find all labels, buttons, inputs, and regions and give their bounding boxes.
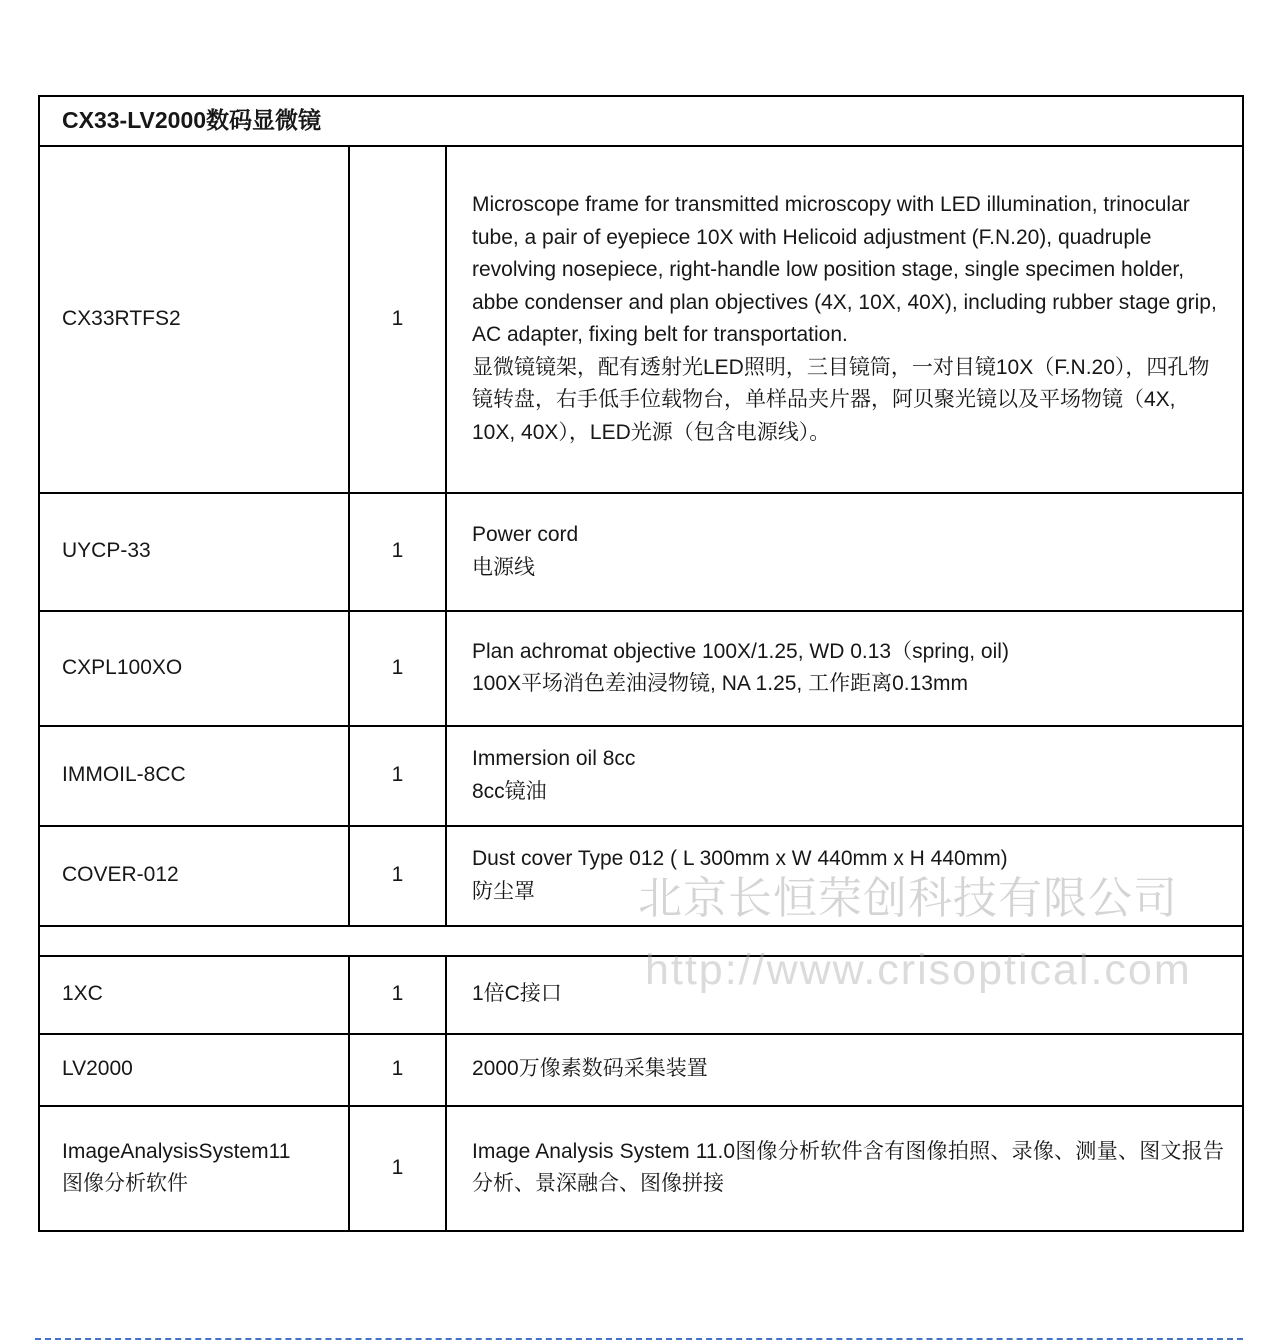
- watermark-company-text: 北京长恒荣创科技有限公司: [638, 874, 1178, 923]
- description-cell: Power cord 电源线: [446, 493, 1243, 611]
- model-cell: LV2000: [39, 1034, 349, 1106]
- quantity-cell: 1: [349, 611, 446, 726]
- product-spec-table: [38, 95, 1244, 1232]
- description-cell: 1倍C接口: [446, 956, 1243, 1034]
- quantity-cell: 1: [349, 146, 446, 493]
- model-cell: UYCP-33: [39, 493, 349, 611]
- table-row: [39, 826, 1243, 926]
- table-header-row: [39, 96, 1243, 146]
- model-cell: CX33RTFS2: [39, 146, 349, 493]
- page-break-dashed-line: [35, 1338, 1243, 1340]
- table-title: CX33-LV2000数码显微镜: [39, 96, 1243, 146]
- table-row: [39, 1034, 1243, 1106]
- quantity-cell: 1: [349, 956, 446, 1034]
- quantity-cell: 1: [349, 1106, 446, 1231]
- model-cell: CXPL100XO: [39, 611, 349, 726]
- quantity-cell: 1: [349, 1034, 446, 1106]
- quantity-cell: 1: [349, 726, 446, 826]
- table-row: [39, 956, 1243, 1034]
- description-cell: Microscope frame for transmitted microscopy with LED illumination, trinocular tube, a pair of eyepiece 10X with Helicoid adjustment (F.N.20), quadruple revolving nosepiece, right-handle low position stage, single specimen holder, abbe condenser and plan objectives (4X, 10X, 40X), including rubber stage grip, AC adapter, fixing belt for transportation. 显微镜镜架，配有透射光LED照明，三目镜筒，一对目镜10X（F.N.20），四孔物镜转盘，右手低手位载物台，单样品夹片器，阿贝聚光镜以及平场物镜（4X, 10X, 40X），LED光源（包含电源线）。: [446, 146, 1243, 493]
- watermark-url-text: http://www.crisoptical.com: [645, 946, 1192, 994]
- model-cell: IMMOIL-8CC: [39, 726, 349, 826]
- table-row: [39, 493, 1243, 611]
- model-cell: 1XC: [39, 956, 349, 1034]
- table-row: [39, 611, 1243, 726]
- quantity-cell: 1: [349, 493, 446, 611]
- model-cell: COVER-012: [39, 826, 349, 926]
- description-cell: Dust cover Type 012 ( L 300mm x W 440mm x H 440mm) 防尘罩: [446, 826, 1243, 926]
- table-row: [39, 146, 1243, 493]
- spacer-row: [39, 926, 1243, 956]
- table-row: [39, 726, 1243, 826]
- description-cell: Image Analysis System 11.0图像分析软件含有图像拍照、录像、测量、图文报告分析、景深融合、图像拼接: [446, 1106, 1243, 1231]
- spacer-cell: [39, 926, 1243, 956]
- table-row: [39, 1106, 1243, 1231]
- description-cell: 2000万像素数码采集装置: [446, 1034, 1243, 1106]
- model-cell: ImageAnalysisSystem11 图像分析软件: [39, 1106, 349, 1231]
- quantity-cell: 1: [349, 826, 446, 926]
- description-cell: Immersion oil 8cc 8cc镜油: [446, 726, 1243, 826]
- description-cell: Plan achromat objective 100X/1.25, WD 0.13（spring, oil) 100X平场消色差油浸物镜, NA 1.25, 工作距离0.13mm: [446, 611, 1243, 726]
